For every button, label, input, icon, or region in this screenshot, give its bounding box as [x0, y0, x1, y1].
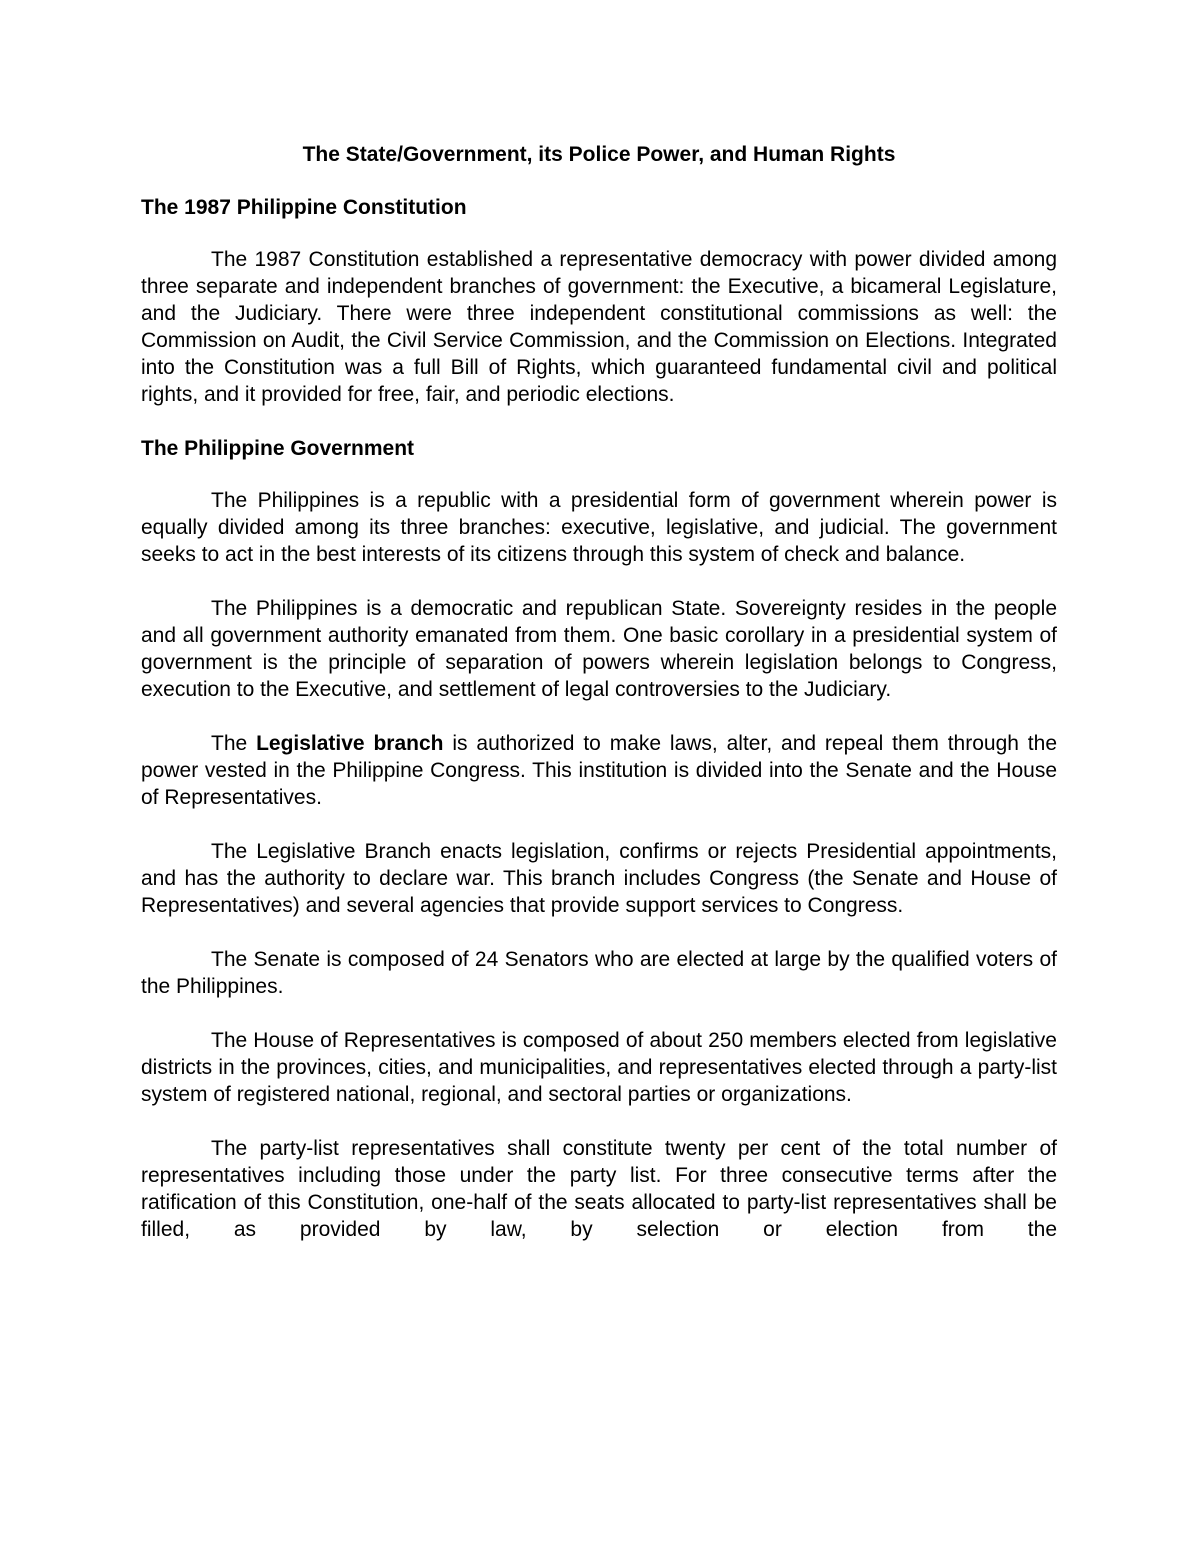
section-heading-constitution: The 1987 Philippine Constitution: [141, 196, 467, 219]
legislative-rest-text: is authorized to make laws, alter, and repeal them through the power vested in the Philippine Congress. This institution is divided into the Senate and the House of Representatives.: [141, 732, 1057, 809]
legislative-branch-term: Legislative branch: [256, 732, 444, 755]
paragraph-constitution: The 1987 Constitution established a representative democracy with power divided among three separate and independent branches of government: the Executive, a bicameral Legislature, and the Judiciary. There were three independent constitutional commissions as well: the Commission on Audit, the Civil Service Commission, and the Commission on Elections. Integrated into the Constitution was a full Bill of Rights, which guaranteed fundamental civil and political rights, and it provided for free, fair, and periodic elections.: [141, 248, 1057, 406]
section-heading-government: The Philippine Government: [141, 437, 415, 460]
paragraph-party-list: The party-list representatives shall constitute twenty per cent of the total number of representatives including those under the party list. For three consecutive terms after the ratification of this Constitution, one-half of the seats allocated to party-list representatives shall be filled, as provided by law, by selection or election from the: [141, 1137, 1057, 1241]
paragraph-legislative-branch: [141, 730, 1057, 811]
legislative-lead-text: The: [211, 732, 257, 755]
paragraph-house: The House of Representatives is composed of about 250 members elected from legislative districts in the provinces, cities, and municipalities, and representatives elected through a party-list system of registered national, regional, and sectoral parties or organizations.: [141, 1029, 1057, 1106]
paragraph-republic: The Philippines is a republic with a presidential form of government wherein power is equally divided among its three branches: executive, legislative, and judicial. The government seeks to act in the best interests of its citizens through this system of check and balance.: [141, 489, 1057, 566]
paragraph-sovereignty: The Philippines is a democratic and republican State. Sovereignty resides in the people and all government authority emanated from them. One basic corollary in a presidential system of government is the principle of separation of powers wherein legislation belongs to Congress, execution to the Executive, and settlement of legal controversies to the Judiciary.: [141, 597, 1057, 701]
paragraph-senate: The Senate is composed of 24 Senators who are elected at large by the qualified voters of the Philippines.: [141, 948, 1057, 998]
document-title: The State/Government, its Police Power, and Human Rights: [302, 143, 896, 166]
paragraph-legislative-functions: The Legislative Branch enacts legislation, confirms or rejects Presidential appointments, and has the authority to declare war. This branch includes Congress (the Senate and House of Representatives) and several agencies that provide support services to Congress.: [141, 840, 1057, 917]
document-page: [141, 140, 1057, 1243]
